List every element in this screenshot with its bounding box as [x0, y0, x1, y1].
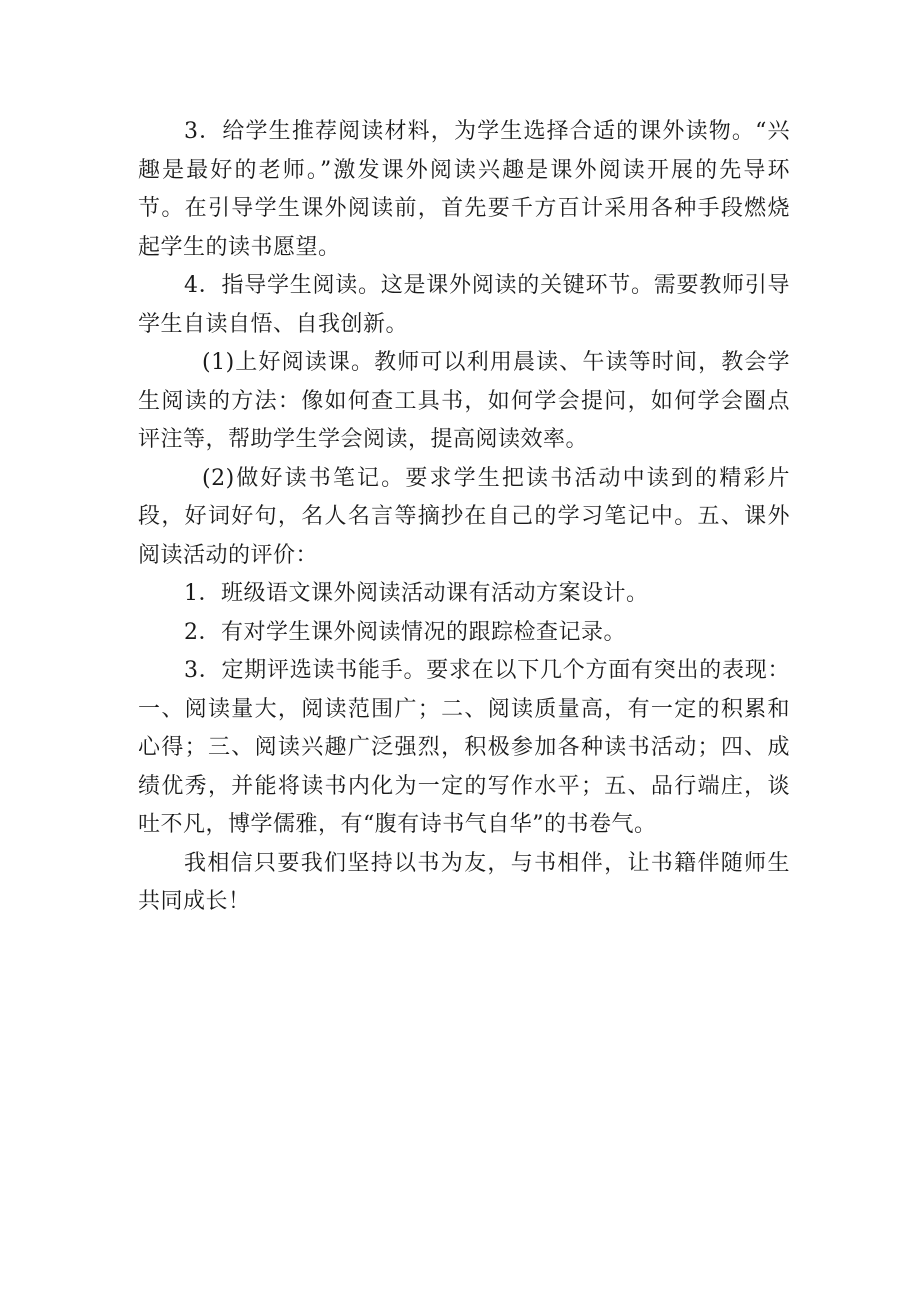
paragraph-recommend-materials: 3．给学生推荐阅读材料，为学生选择合适的课外读物。“兴趣是最好的老师。”激发课外阅读兴趣是课外阅读开展的先导环节。在引导学生课外阅读前，首先要千方百计采用各种手段燃烧起学生的读书愿望。 [138, 119, 790, 260]
paragraph-reading-class: (1)上好阅读课。教师可以利用晨读、午读等时间，教会学生阅读的方法：像如何查工具书，如何学会提问，如何学会圈点评注等，帮助学生学会阅读，提高阅读效率。 [138, 350, 790, 452]
document-body [138, 113, 790, 922]
paragraph-eval-plan: 1．班级语文课外阅读活动课有活动方案设计。 [184, 581, 649, 606]
paragraph-guide-reading: 4．指导学生阅读。这是课外阅读的关键环节。需要教师引导学生自读自悟、自我创新。 [138, 273, 790, 337]
paragraph-reading-notes: (2)做好读书笔记。要求学生把读书活动中读到的精彩片段，好词好句，名人名言等摘抄在自己的学习笔记中。五、课外阅读活动的评价： [138, 465, 790, 568]
paragraph-conclusion: 我相信只要我们坚持以书为友，与书相伴，让书籍伴随师生共同成长！ [138, 850, 790, 914]
paragraph-eval-reading-stars: 3．定期评选读书能手。要求在以下几个方面有突出的表现：一、阅读量大，阅读范围广；二、阅读质量高，有一定的积累和心得；三、阅读兴趣广泛强烈，积极参加各种读书活动；四、成绩优秀，并能将读书内化为一定的写作水平；五、品行端庄，谈吐不凡，博学儒雅，有“腹有诗书气自华”的书卷气。 [138, 658, 790, 837]
paragraph-eval-records: 2．有对学生课外阅读情况的跟踪检查记录。 [184, 619, 626, 645]
